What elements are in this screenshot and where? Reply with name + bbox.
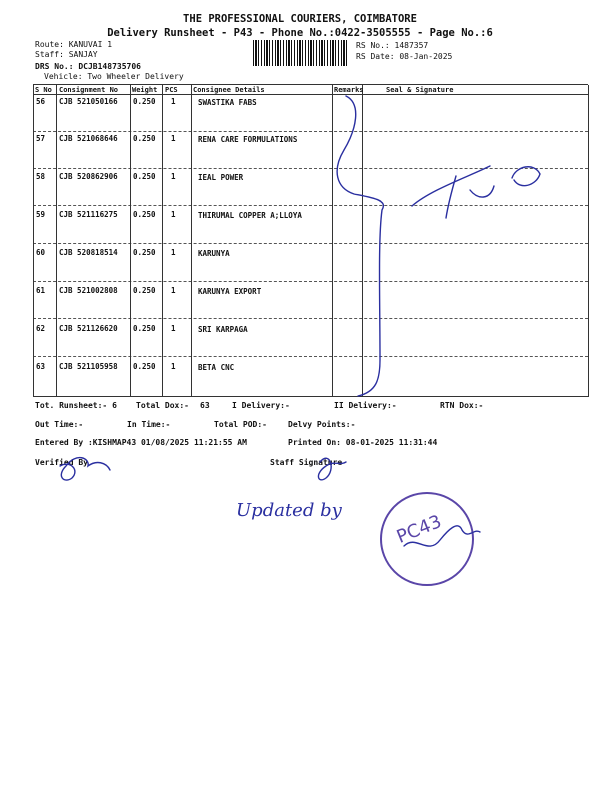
row-sno: 60 <box>36 248 46 257</box>
stamp-code: PC43 <box>393 511 445 548</box>
row-pcs: 1 <box>171 362 176 371</box>
row-sno: 57 <box>36 134 46 143</box>
row-pcs: 1 <box>171 97 176 106</box>
printed-on: Printed On: 08-01-2025 11:31:44 <box>288 438 438 447</box>
out-time: Out Time:- <box>35 420 84 429</box>
row-pcs: 1 <box>171 248 176 257</box>
entered-by: Entered By :KISHMAP43 01/08/2025 11:21:55 AM <box>35 438 247 447</box>
total-dox-label: Total Dox:- <box>136 401 189 410</box>
runsheet-title: Delivery Runsheet - P43 - Phone No.:0422-3505555 - Page No.:6 <box>107 27 493 39</box>
row-pcs: 1 <box>171 210 176 219</box>
col-sno: S No <box>35 86 52 94</box>
staff-signature: Staff Signature <box>270 458 343 467</box>
row-consignment-no: CJB 521126620 <box>59 324 118 333</box>
row-consignee: RENA CARE FORMULATIONS <box>198 135 298 144</box>
row-consignment-no: CJB 521068646 <box>59 134 118 143</box>
col-consignee: Consignee Details <box>193 86 265 94</box>
row-consignee: BETA CNC <box>198 363 235 372</box>
verified-by: Verified By <box>35 458 88 467</box>
row-consignment-no: CJB 520818514 <box>59 248 118 257</box>
rs-number: RS No.: 1487357 <box>356 41 429 50</box>
office-stamp <box>380 492 474 586</box>
i-delivery: I Delivery:- <box>232 401 290 410</box>
row-sno: 59 <box>36 210 46 219</box>
col-pcs: PCS <box>165 86 178 94</box>
col-weight: Weight <box>132 86 158 94</box>
delvy-points: Delvy Points:- <box>288 420 356 429</box>
row-weight: 0.250 <box>133 362 156 371</box>
row-consignment-no: CJB 520862906 <box>59 172 118 181</box>
row-pcs: 1 <box>171 172 176 181</box>
handwritten-note: Updated by <box>236 500 342 521</box>
row-consignee: KARUNYA <box>198 249 230 258</box>
route-label: Route: KANUVAI 1 <box>35 40 113 49</box>
row-sno: 62 <box>36 324 46 333</box>
row-weight: 0.250 <box>133 286 156 295</box>
row-pcs: 1 <box>171 324 176 333</box>
row-consignee: IEAL POWER <box>198 173 244 182</box>
row-weight: 0.250 <box>133 172 156 181</box>
rtn-dox: RTN Dox:- <box>440 401 484 410</box>
row-consignee: KARUNYA EXPORT <box>198 287 262 296</box>
rs-date: RS Date: 08-Jan-2025 <box>356 52 453 61</box>
drs-number: DRS No.: DCJB148735706 <box>35 62 141 71</box>
row-weight: 0.250 <box>133 248 156 257</box>
row-pcs: 1 <box>171 286 176 295</box>
vehicle-label: Vehicle: Two Wheeler Delivery <box>44 72 184 81</box>
total-pod: Total POD:- <box>214 420 267 429</box>
ii-delivery: II Delivery:- <box>334 401 397 410</box>
row-consignee: SWASTIKA FABS <box>198 98 257 107</box>
row-weight: 0.250 <box>133 324 156 333</box>
col-seal-signature: Seal & Signature <box>386 86 454 94</box>
row-consignee: THIRUMAL COPPER A;LLOYA <box>198 211 302 220</box>
row-weight: 0.250 <box>133 210 156 219</box>
company-title: THE PROFESSIONAL COURIERS, COIMBATORE <box>183 13 417 25</box>
col-consignment: Consignment No <box>59 86 119 94</box>
row-consignment-no: CJB 521116275 <box>59 210 118 219</box>
row-weight: 0.250 <box>133 134 156 143</box>
row-sno: 63 <box>36 362 46 371</box>
row-consignment-no: CJB 521105958 <box>59 362 118 371</box>
tot-runsheet: Tot. Runsheet:- 6 <box>35 401 117 410</box>
row-consignee: SRI KARPAGA <box>198 325 248 334</box>
row-weight: 0.250 <box>133 97 156 106</box>
row-consignment-no: CJB 521002808 <box>59 286 118 295</box>
row-sno: 56 <box>36 97 46 106</box>
row-sno: 61 <box>36 286 46 295</box>
col-remarks: Remarks <box>334 86 364 94</box>
row-pcs: 1 <box>171 134 176 143</box>
row-sno: 58 <box>36 172 46 181</box>
staff-label: Staff: SANJAY <box>35 50 98 59</box>
in-time: In Time:- <box>127 420 171 429</box>
total-dox-value: 63 <box>200 401 210 410</box>
row-consignment-no: CJB 521050166 <box>59 97 118 106</box>
barcode <box>253 40 349 66</box>
